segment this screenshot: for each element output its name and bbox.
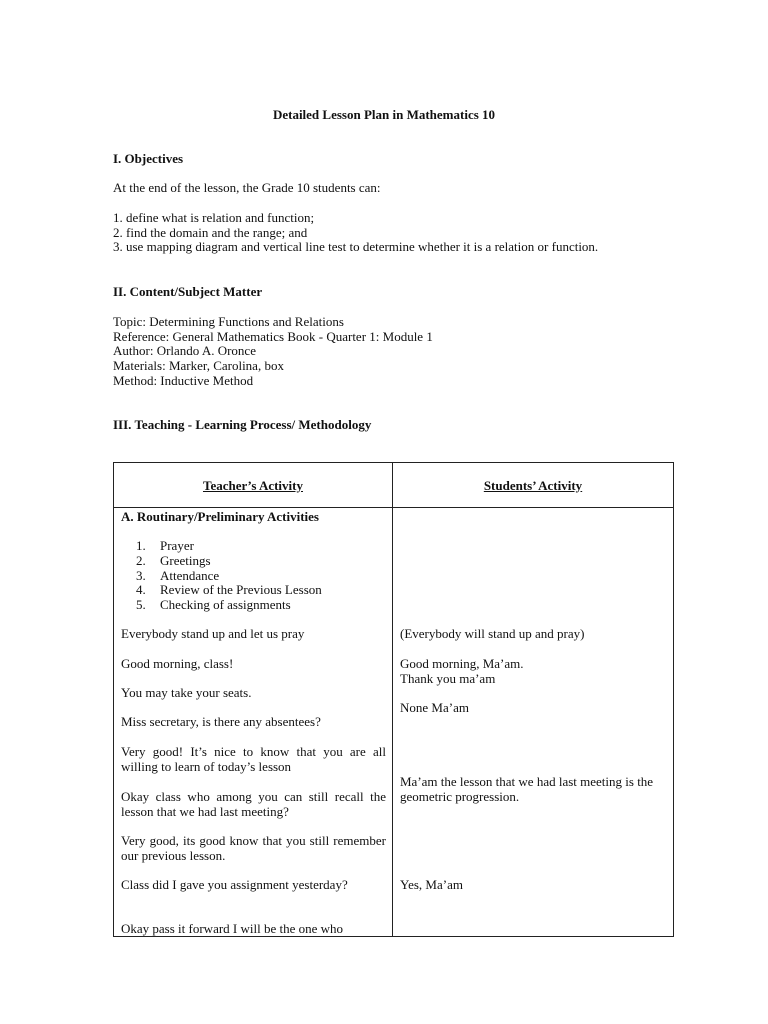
- list-item-text: Review of the Previous Lesson: [160, 582, 322, 597]
- objective-item: 1. define what is relation and function;: [113, 210, 315, 225]
- content-materials: Materials: Marker, Carolina, box: [113, 358, 284, 373]
- table-header-row: [114, 463, 674, 508]
- students-activity-cell: [393, 508, 674, 937]
- table-row: [114, 508, 674, 937]
- section-a-heading: A. Routinary/Preliminary Activities: [121, 509, 319, 524]
- list-item: [136, 582, 322, 597]
- content-method: Method: Inductive Method: [113, 373, 254, 388]
- list-item-number: 4.: [136, 582, 146, 597]
- student-line: None Ma’am: [400, 700, 469, 715]
- objectives-intro: At the end of the lesson, the Grade 10 students can:: [113, 180, 381, 195]
- teacher-activity-header: Teacher’s Activity: [114, 463, 393, 508]
- list-item-number: 5.: [136, 597, 146, 612]
- teacher-line: Class did I gave you assignment yesterday?: [121, 877, 348, 892]
- content-topic: Topic: Determining Functions and Relations: [113, 314, 344, 329]
- list-item-text: Attendance: [160, 568, 220, 583]
- student-line: Good morning, Ma’am.: [400, 656, 524, 671]
- objectives-heading: I. Objectives: [113, 151, 184, 166]
- objective-item: 3. use mapping diagram and vertical line test to determine whether it is a relation or function.: [113, 239, 599, 254]
- student-line: Yes, Ma’am: [400, 877, 463, 892]
- list-item: [136, 568, 219, 583]
- list-item: [136, 597, 291, 612]
- list-item: [136, 538, 194, 553]
- list-item-text: Checking of assignments: [160, 597, 291, 612]
- list-item-number: 2.: [136, 553, 146, 568]
- teacher-activity-cell: [114, 508, 393, 937]
- content-reference: Reference: General Mathematics Book - Quarter 1: Module 1: [113, 329, 433, 344]
- teacher-line: Very good, its good know that you still remember our previous lesson.: [121, 833, 386, 863]
- student-line: Ma’am the lesson that we had last meeting is the geometric progression.: [400, 774, 654, 804]
- teacher-line: Miss secretary, is there any absentees?: [121, 714, 321, 729]
- teacher-line: Everybody stand up and let us pray: [121, 626, 305, 641]
- content-author: Author: Orlando A. Oronce: [113, 343, 256, 358]
- objective-item: 2. find the domain and the range; and: [113, 225, 308, 240]
- process-heading: III. Teaching - Learning Process/ Methodology: [113, 417, 372, 432]
- activity-table: [113, 462, 674, 937]
- document-title: Detailed Lesson Plan in Mathematics 10: [272, 107, 496, 122]
- list-item-number: 1.: [136, 538, 146, 553]
- list-item-text: Prayer: [160, 538, 194, 553]
- content-heading: II. Content/Subject Matter: [113, 284, 263, 299]
- list-item-text: Greetings: [160, 553, 211, 568]
- teacher-line: Okay class who among you can still recall the lesson that we had last meeting?: [121, 789, 386, 819]
- teacher-line: You may take your seats.: [121, 685, 252, 700]
- student-line: (Everybody will stand up and pray): [400, 626, 585, 641]
- teacher-line: Good morning, class!: [121, 656, 234, 671]
- teacher-line: Very good! It’s nice to know that you are all willing to learn of today’s lesson: [121, 744, 386, 774]
- teacher-line: Okay pass it forward I will be the one who: [121, 921, 344, 936]
- students-activity-header: Students’ Activity: [393, 463, 674, 508]
- list-item-number: 3.: [136, 568, 146, 583]
- student-line: Thank you ma’am: [400, 671, 496, 686]
- list-item: [136, 553, 211, 568]
